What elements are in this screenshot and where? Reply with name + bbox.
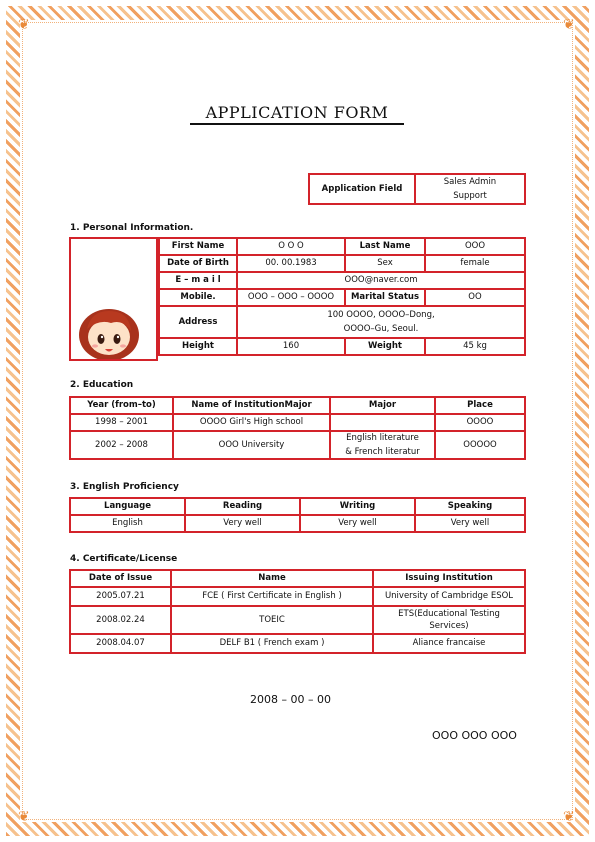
mobile-label: Mobile. [159, 289, 237, 306]
email-value: OOO@naver.com [237, 272, 525, 289]
cert-name: FCE ( First Certificate in English ) [171, 587, 373, 606]
edu-year: 2002 – 2008 [70, 431, 173, 459]
first-name-value: O O O [237, 238, 345, 255]
weight-value: 45 kg [425, 338, 525, 355]
edu-year: 1998 – 2001 [70, 414, 173, 431]
table-row [70, 606, 525, 634]
application-field-label: Application Field [309, 174, 415, 204]
height-value: 160 [237, 338, 345, 355]
cert-date: 2008.02.24 [70, 606, 171, 634]
sex-label: Sex [345, 255, 425, 272]
eng-header-writing: Writing [300, 498, 415, 515]
edu-place: OOOO [435, 414, 525, 431]
edu-header-major: Major [330, 397, 435, 414]
edu-place: OOOOO [435, 431, 525, 459]
avatar [71, 239, 156, 359]
height-label: Height [159, 338, 237, 355]
application-field-line1: Sales Admin [443, 176, 497, 187]
corner-ornament-icon: ❦ [18, 17, 30, 33]
marital-value: OO [425, 289, 525, 306]
eng-writing: Very well [300, 515, 415, 532]
section-english: 3. English Proficiency [70, 482, 179, 492]
edu-major [330, 414, 435, 431]
education-table [69, 396, 526, 460]
eng-reading: Very well [185, 515, 300, 532]
last-name-label: Last Name [345, 238, 425, 255]
section-personal: 1. Personal Information. [70, 223, 194, 233]
edu-header-place: Place [435, 397, 525, 414]
weight-label: Weight [345, 338, 425, 355]
address-line1: 100 OOOO, OOOO–Dong, [327, 309, 435, 320]
first-name-label: First Name [159, 238, 237, 255]
english-table [69, 497, 526, 533]
signature-name: OOO OOO OOO [432, 729, 517, 742]
edu-header-name: Name of InstitutionMajor [173, 397, 330, 414]
email-label: E – m a i l [159, 272, 237, 289]
cert-institution: University of Cambridge ESOL [373, 587, 525, 606]
edu-name: OOO University [173, 431, 330, 459]
cert-header-institution: Issuing Institution [373, 570, 525, 587]
table-row [70, 587, 525, 606]
table-row [70, 515, 525, 532]
corner-ornament-icon: ❦ [18, 809, 30, 825]
sex-value: female [425, 255, 525, 272]
cert-institution-line1: ETS(Educational Testing [398, 608, 500, 619]
certificate-table [69, 569, 526, 654]
application-field-table [308, 173, 526, 205]
personal-info-table [158, 237, 526, 356]
photo-box [69, 237, 158, 361]
dob-value: 00. 00.1983 [237, 255, 345, 272]
edu-major-line1: English literature [346, 432, 419, 443]
address-line2: OOOO–Gu, Seoul. [343, 323, 419, 334]
cert-date: 2005.07.21 [70, 587, 171, 606]
edu-major [330, 431, 435, 459]
edu-header-year: Year (from–to) [70, 397, 173, 414]
edu-name: OOOO Girl's High school [173, 414, 330, 431]
cert-name: TOEIC [171, 606, 373, 634]
cert-name: DELF B1 ( French exam ) [171, 634, 373, 653]
cert-header-date: Date of Issue [70, 570, 171, 587]
corner-ornament-icon: ❦ [563, 17, 575, 33]
cert-institution: Aliance francaise [373, 634, 525, 653]
eng-language: English [70, 515, 185, 532]
signature-date: 2008 – 00 – 00 [250, 693, 331, 706]
table-row [70, 431, 525, 459]
table-row [70, 634, 525, 653]
eng-speaking: Very well [415, 515, 525, 532]
last-name-value: OOO [425, 238, 525, 255]
table-row [70, 414, 525, 431]
section-certificate: 4. Certificate/License [70, 554, 178, 564]
dob-label: Date of Birth [159, 255, 237, 272]
eng-header-reading: Reading [185, 498, 300, 515]
section-education: 2. Education [70, 380, 134, 390]
cert-header-name: Name [171, 570, 373, 587]
cert-institution [373, 606, 525, 634]
application-field-value [415, 174, 525, 204]
application-field-line2: Support [453, 190, 487, 201]
cert-date: 2008.04.07 [70, 634, 171, 653]
eng-header-language: Language [70, 498, 185, 515]
page-title: APPLICATION FORM [190, 103, 404, 125]
address-label: Address [159, 306, 237, 338]
address-value [237, 306, 525, 338]
eng-header-speaking: Speaking [415, 498, 525, 515]
marital-label: Marital Status [345, 289, 425, 306]
mobile-value: OOO – OOO – OOOO [237, 289, 345, 306]
edu-major-line2: & French literatur [345, 446, 420, 457]
corner-ornament-icon: ❦ [563, 809, 575, 825]
cert-institution-line2: Services) [429, 620, 469, 631]
